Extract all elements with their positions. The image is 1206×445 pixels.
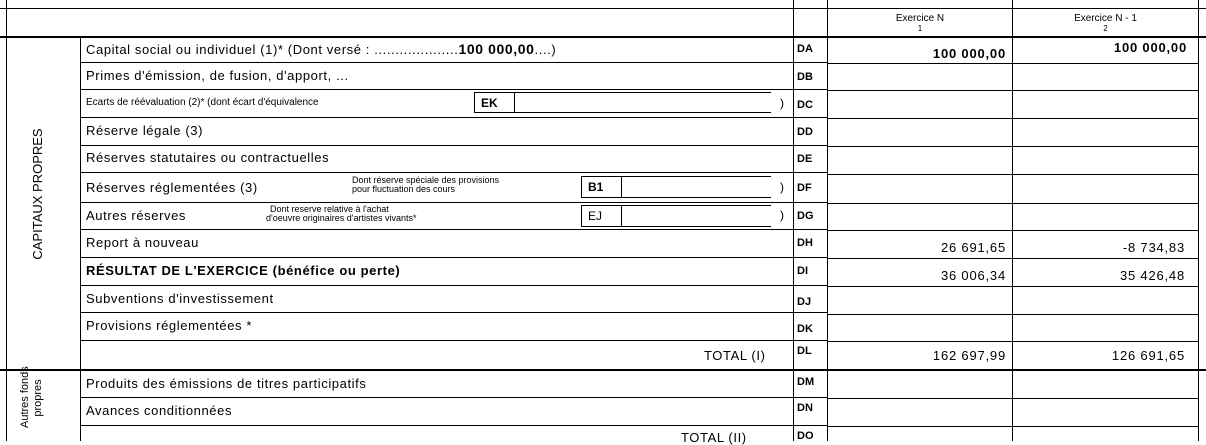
section-autres-fonds-line2: propres <box>32 379 44 417</box>
row-dg-label: Autres réserves <box>86 208 187 223</box>
row-df-close-paren: ) <box>780 180 784 194</box>
row-dn-label: Avances conditionnées <box>86 403 233 418</box>
row-dl-value-n: 162 697,99 <box>932 348 1006 363</box>
row-dm-code: DM <box>797 376 815 388</box>
row-da-paid-value: 100 000,00 <box>458 41 535 57</box>
section-autres-fonds-line1: Autres fonds <box>19 366 31 428</box>
row-da-text: Capital social ou individuel (1)* (Dont versé : .................... <box>86 42 459 57</box>
row-dh-label: Report à nouveau <box>86 235 199 250</box>
row-da-value-n1: 100 000,00 <box>1113 40 1187 55</box>
row-di-value-n: 36 006,34 <box>940 268 1006 283</box>
row-dg-box: EJ <box>581 205 622 227</box>
section-autres-fonds-propres <box>19 368 49 428</box>
row-de-label: Réserves statutaires ou contractuelles <box>86 150 330 165</box>
row-dg-note-line2: d'oeuvre originaires d'artistes vivants* <box>266 213 417 223</box>
row-df-note <box>352 176 499 194</box>
col-n-header <box>828 13 1012 33</box>
row-dd-code: DD <box>797 126 813 138</box>
row-di-value-n1: 35 426,48 <box>1119 268 1185 283</box>
row-di-code: DI <box>797 265 808 277</box>
row-dh-value-n: 26 691,65 <box>940 240 1006 255</box>
row-dg-note-line1: Dont reserve relative à l'achat <box>270 204 389 214</box>
row-df-label: Réserves réglementées (3) <box>86 180 258 195</box>
row-df-box: B1 <box>581 176 622 198</box>
row-da-value-n: 100 000,00 <box>932 46 1006 61</box>
col-n1-number: 2 <box>1103 24 1108 33</box>
row-do-code: DO <box>797 430 814 442</box>
col-n-number: 1 <box>917 24 923 33</box>
row-di-label <box>86 264 400 277</box>
row-dl-label: TOTAL (I) <box>704 348 766 363</box>
row-do-label: TOTAL (II) <box>681 430 747 445</box>
row-db-label: Primes d'émission, de fusion, d'apport, ... <box>86 68 349 83</box>
col-n-title: Exercice N <box>895 13 945 24</box>
row-de-code: DE <box>797 153 813 165</box>
row-dd-label: Réserve légale (3) <box>86 123 204 138</box>
row-dg-note <box>266 205 417 223</box>
row-da-suffix: ....) <box>534 42 557 57</box>
section-capitaux-propres: CAPITAUX PROPRES <box>30 128 45 260</box>
row-da-label <box>86 42 556 56</box>
row-dh-code: DH <box>797 237 813 249</box>
row-df-code: DF <box>797 182 812 194</box>
row-dc-label: Ecarts de réévaluation (2)* (dont écart d'équivalence <box>86 97 319 108</box>
col-n1-title: Exercice N - 1 <box>1074 13 1137 24</box>
row-da-code: DA <box>797 43 813 55</box>
row-dg-close-paren: ) <box>780 208 784 222</box>
row-dm-label: Produits des émissions de titres participatifs <box>86 376 367 391</box>
row-dc-box: EK <box>474 92 515 113</box>
row-di-label-rest: (bénéfice ou perte) <box>268 263 401 278</box>
row-dc-code: DC <box>797 99 813 111</box>
row-dh-value-n1: -8 734,83 <box>1122 240 1185 255</box>
col-n1-header <box>1013 13 1198 33</box>
row-dc-close-paren: ) <box>780 96 784 110</box>
row-dl-code: DL <box>797 345 812 357</box>
row-di-label-main: RÉSULTAT DE L'EXERCICE <box>86 263 269 278</box>
row-dk-label: Provisions réglementées * <box>86 318 253 333</box>
row-df-note-line1: Dont réserve spéciale des provisions <box>352 175 500 185</box>
row-dn-code: DN <box>797 402 813 414</box>
row-dj-label: Subventions d'investissement <box>86 291 274 306</box>
row-db-code: DB <box>797 71 813 83</box>
row-dg-code: DG <box>797 210 814 222</box>
row-dj-code: DJ <box>797 296 812 308</box>
row-dl-value-n1: 126 691,65 <box>1111 348 1185 363</box>
row-dk-code: DK <box>797 323 813 335</box>
row-df-note-line2: pour fluctuation des cours <box>352 184 456 194</box>
